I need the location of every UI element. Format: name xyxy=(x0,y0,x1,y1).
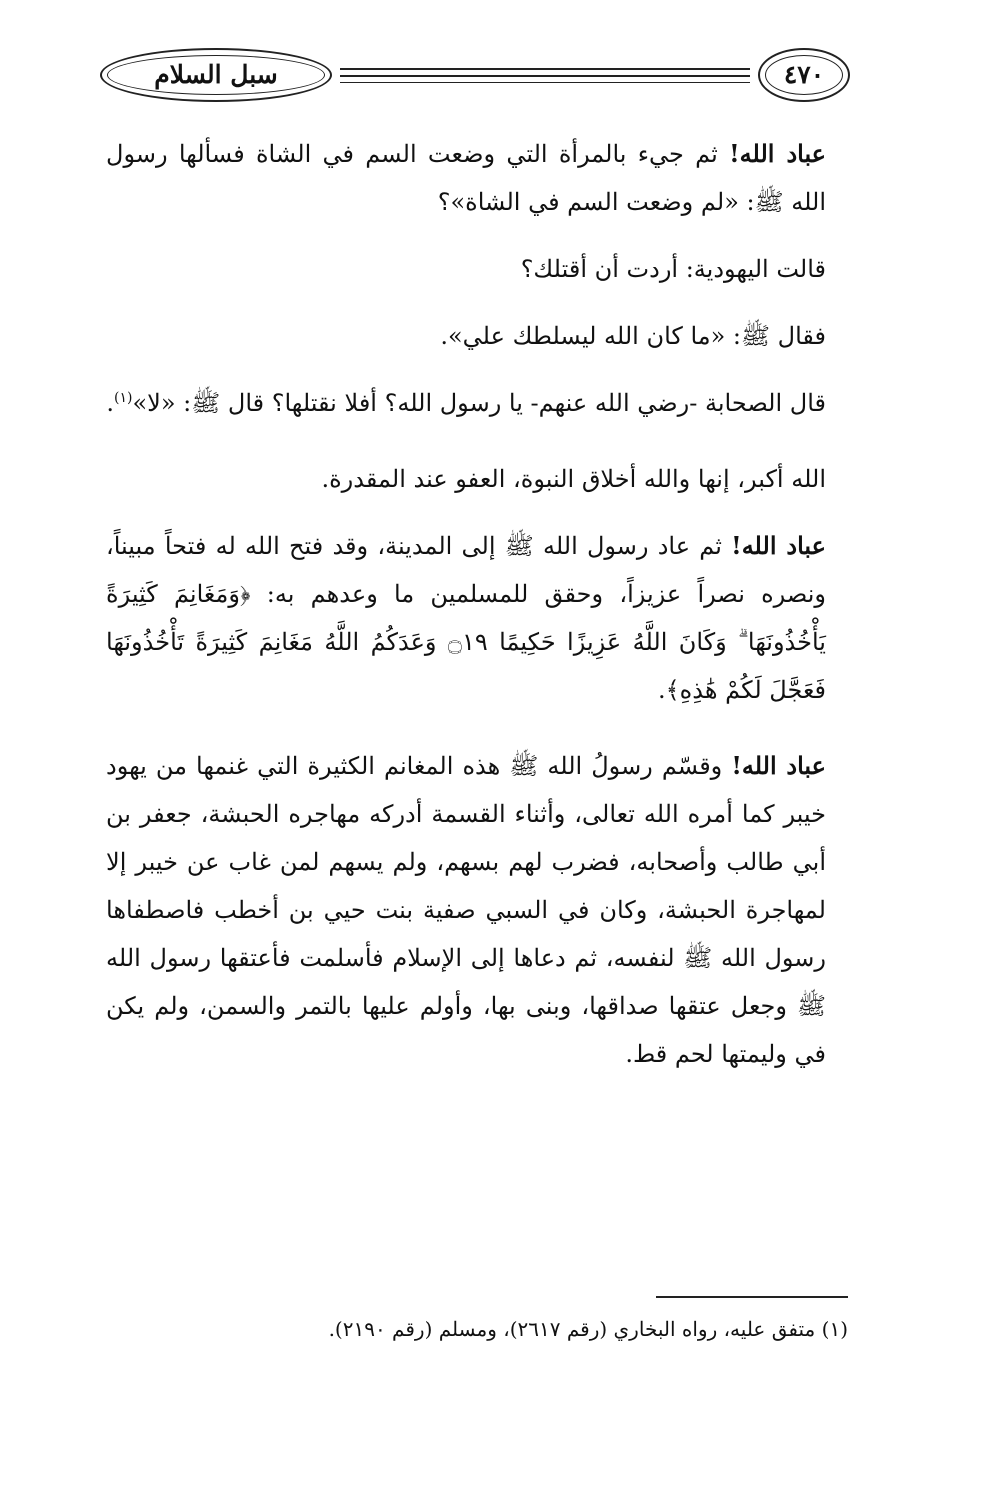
paragraph-text: ثم عاد رسول الله ﷺ إلى المدينة، وقد فتح الله له فتحاً مبيناً، ونصره نصراً عزيزاً، وحقق للمسلمين ما وعدهم به: xyxy=(106,532,826,608)
book-title-frame xyxy=(100,48,332,102)
paragraph-5 xyxy=(106,455,826,503)
main-text xyxy=(106,130,826,1097)
paragraph-text: قال الصحابة -رضي الله عنهم- يا رسول الله؟ أفلا نقتلها؟ قال ﷺ: «لا» xyxy=(132,389,826,417)
paragraph-7 xyxy=(106,742,826,1078)
footnote: (١) متفق عليه، رواه البخاري (رقم ٢٦١٧)، ومسلم (رقم ٢١٩٠). xyxy=(328,1317,848,1341)
speaker-label: عباد الله! xyxy=(731,751,826,780)
paragraph-4 xyxy=(106,379,826,427)
paragraph-3 xyxy=(106,312,826,360)
paragraph-text: الله أكبر، إنها والله أخلاق النبوة، العفو عند المقدرة. xyxy=(321,465,826,493)
speaker-label: عباد الله! xyxy=(729,139,827,168)
page-header xyxy=(100,42,850,112)
paragraph-1 xyxy=(106,130,826,226)
page-number: ٤٧٠ xyxy=(783,60,825,89)
header-rule xyxy=(340,82,750,83)
quran-verse: ﴿وَمَغَانِمَ كَثِيرَةً يَأْخُذُونَهَا ۗ وَكَانَ اللَّهُ عَزِيزًا حَكِيمًا ۝١٩ وَعَدَكُمُ اللَّهُ مَغَانِمَ كَثِيرَةً تَأْخُذُونَهَا فَعَجَّلَ لَكُمْ هَٰذِهِ﴾ xyxy=(106,580,826,704)
paragraph-text: قالت اليهودية: أردت أن أقتلك؟ xyxy=(520,255,826,283)
footnote-separator xyxy=(656,1296,848,1298)
paragraph-text: فقال ﷺ: «ما كان الله ليسلطك علي». xyxy=(440,322,826,350)
page-number-frame xyxy=(758,48,850,102)
header-rule xyxy=(340,75,750,77)
book-title: سبل السلام xyxy=(154,60,278,89)
speaker-label: عباد الله! xyxy=(731,531,826,560)
paragraph-end: . xyxy=(657,676,666,704)
paragraph-end: . xyxy=(106,389,115,417)
footnote-marker: (١) xyxy=(114,390,133,406)
paragraph-6 xyxy=(106,522,826,714)
paragraph-2 xyxy=(106,245,826,293)
header-rule xyxy=(340,68,750,70)
paragraph-text: وقسّم رسولُ الله ﷺ هذه المغانم الكثيرة التي غنمها من يهود خيبر كما أمره الله تعالى، وأثناء القسمة أدركه مهاجره الحبشة، جعفر بن أبي طالب وأصحابه، فضرب لهم بسهم، ولم يسهم لمن غاب عن خيبر إلا لمهاجرة الحبشة، وكان في السبي صفية بنت حيي بن أخطب فاصطفاها رسول الله ﷺ لنفسه، ثم دعاها إلى الإسلام فأسلمت فأعتقها رسول الله ﷺ وجعل عتقها صداقها، وبنى بها، وأولم عليها بالتمر والسمن، ولم يكن في وليمتها لحم قط. xyxy=(106,752,827,1068)
paragraph-text: ثم جيء بالمرأة التي وضعت السم في الشاة فسألها رسول الله ﷺ: «لم وضعت السم في الشاة»؟ xyxy=(106,140,826,216)
